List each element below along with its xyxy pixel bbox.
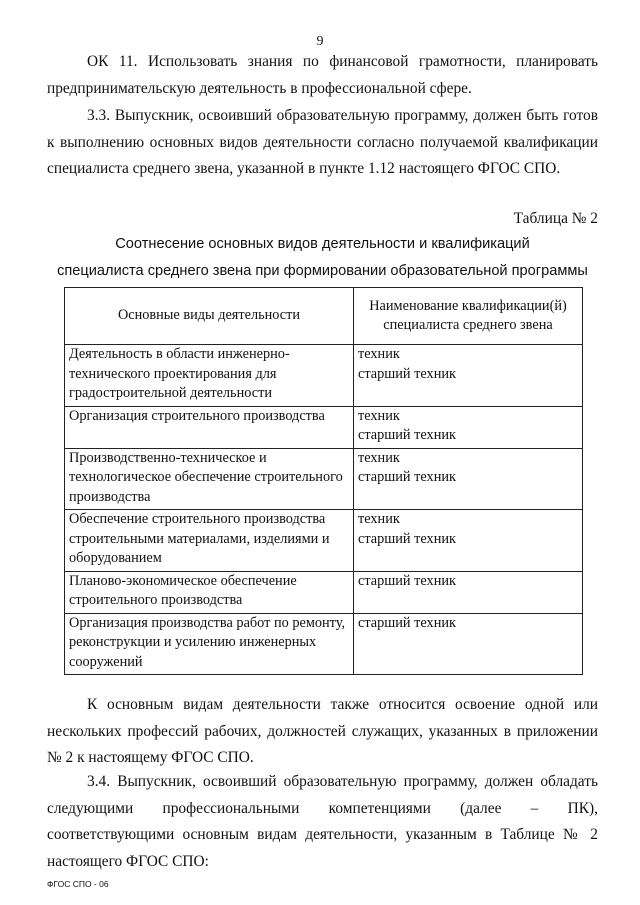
header-activities: Основные виды деятельности xyxy=(65,288,354,345)
paragraph-3-4-text: 3.4. Выпускник, освоивший образовательную программу, должен обладать следующими профессиональными компетенциями (далее – ПК), соответствующими основным видам деятельности, указанным в Таблице № 2 настоящего ФГОС СПО: xyxy=(47,773,598,870)
table-row xyxy=(65,510,583,572)
qualification-cell: техник старший техник xyxy=(354,406,583,448)
activity-cell: Обеспечение строительного производства строительными материалами, изделиями и оборудованием xyxy=(65,510,354,572)
activity-cell: Производственно-техническое и технологическое обеспечение строительного производства xyxy=(65,448,354,510)
table-row xyxy=(65,406,583,448)
qualification-cell: техник старший техник xyxy=(354,448,583,510)
table-title-line2: специалиста среднего звена при формировании образовательной программы xyxy=(57,263,588,279)
table-row xyxy=(65,571,583,613)
paragraph-ok11-text: ОК 11. Использовать знания по финансовой грамотности, планировать предпринимательскую деятельность в профессиональной сфере. xyxy=(47,53,598,97)
table-caption: Таблица № 2 xyxy=(513,210,598,227)
qualification-cell: техник старший техник xyxy=(354,345,583,407)
table-header-row xyxy=(65,288,583,345)
page-number: 9 xyxy=(316,34,324,49)
table-row xyxy=(65,448,583,510)
activity-cell: Планово-экономическое обеспечение строительного производства xyxy=(65,571,354,613)
paragraph-3-3 xyxy=(47,103,598,183)
table-title-line1: Соотнесение основных видов деятельности и квалификаций xyxy=(115,236,530,252)
activity-cell: Организация производства работ по ремонту, реконструкции и усилению инженерных сооружений xyxy=(65,613,354,675)
paragraph-after-table-text: К основным видам деятельности также относится освоение одной или нескольких профессий рабочих, должностей служащих, указанных в приложении № 2 к настоящему ФГОС СПО. xyxy=(47,696,598,766)
paragraph-ok11 xyxy=(47,49,598,102)
table-row xyxy=(65,345,583,407)
activity-cell: Деятельность в области инженерно-технического проектирования для градостроительной деятельности xyxy=(65,345,354,407)
qualification-cell: старший техник xyxy=(354,571,583,613)
paragraph-3-3-text: 3.3. Выпускник, освоивший образовательную программу, должен быть готов к выполнению основных видов деятельности согласно получаемой квалификации специалиста среднего звена, указанной в пункте 1.12 настоящего ФГОС СПО. xyxy=(47,107,598,177)
header-qualification: Наименование квалификации(й) специалиста среднего звена xyxy=(354,288,583,345)
activity-cell: Организация строительного производства xyxy=(65,406,354,448)
paragraph-after-table xyxy=(47,692,598,772)
table-row xyxy=(65,613,583,675)
paragraph-3-4 xyxy=(47,769,598,875)
qualification-cell: старший техник xyxy=(354,613,583,675)
qualification-cell: техник старший техник xyxy=(354,510,583,572)
activities-table xyxy=(64,287,583,675)
footer-code: ФГОС СПО - 06 xyxy=(47,879,109,889)
